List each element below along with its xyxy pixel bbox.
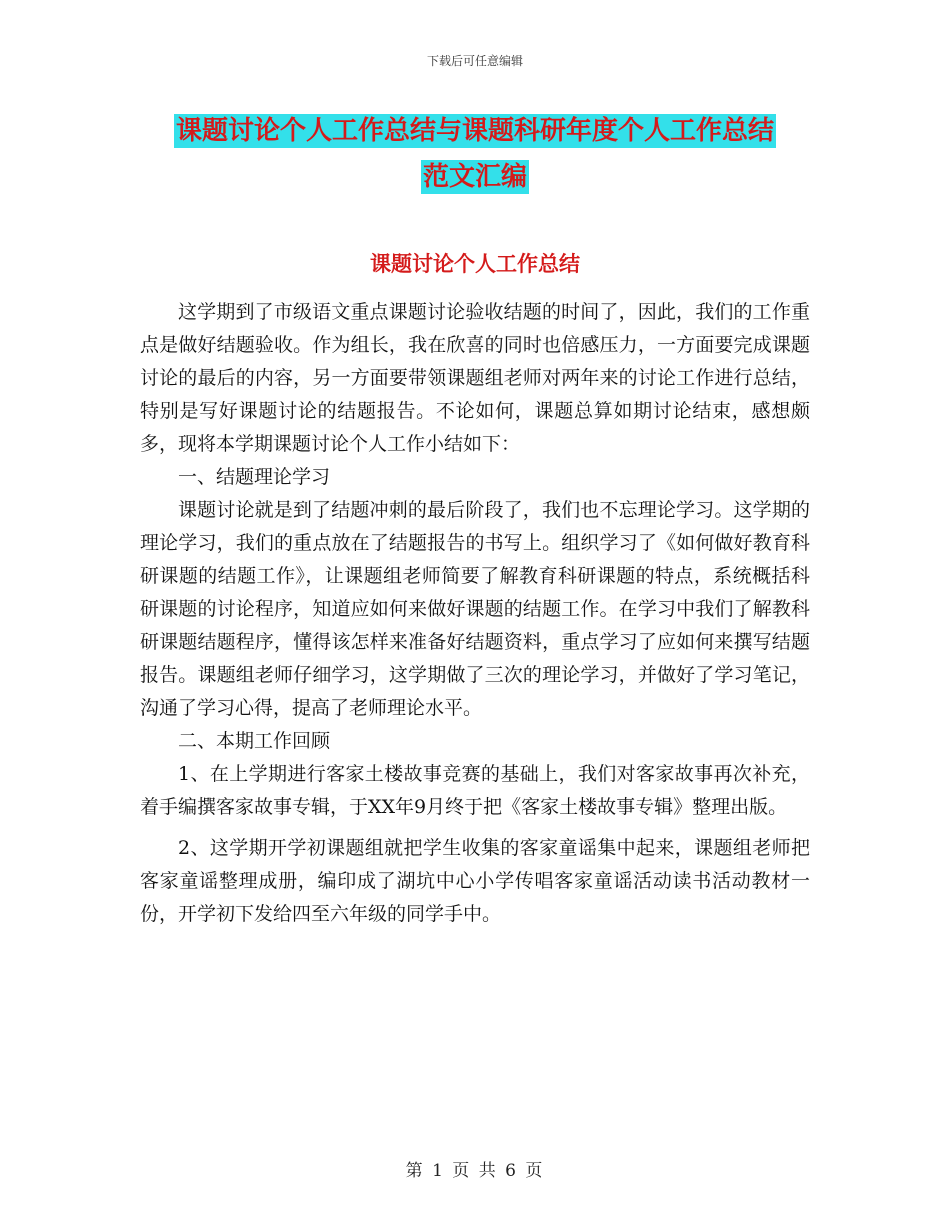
header-note: 下载后可任意编辑 — [426, 54, 523, 68]
section-title: 课题讨论个人工作总结 — [370, 252, 580, 276]
document-body — [140, 296, 810, 931]
title-line-1: 课题讨论个人工作总结与课题科研年度个人工作总结 — [175, 116, 774, 146]
paragraph: 1、在上学期进行客家土楼故事竞赛的基础上，我们对客家故事再次补充，着手编撰客家故事专辑，于XX年9月终于把《客家土楼故事专辑》整理出版。 — [140, 763, 810, 818]
paragraph: 课题讨论就是到了结题冲刺的最后阶段了，我们也不忘理论学习。这学期的理论学习，我们的重点放在了结题报告的书写上。组织学习了《如何做好教育科研课题的结题工作》，让课题组老师简要了解教育科研课题的特点，系统概括科研课题的讨论程序，知道应如何来做好课题的结题工作。在学习中我们了解教科研课题结题程序，懂得该怎样来准备好结题资料，重点学习了应如何来撰写结题报告。课题组老师仔细学习，这学期做了三次的理论学习，并做好了学习笔记，沟通了学习心得，提高了老师理论水平。 — [140, 499, 810, 719]
paragraph: 2、这学期开学初课题组就把学生收集的客家童谣集中起来，课题组老师把客家童谣整理成册，编印成了湖坑中心小学传唱客家童谣活动读书活动教材一份，开学初下发给四至六年级的同学手中。 — [140, 837, 810, 925]
document-title — [0, 108, 950, 200]
paragraph: 这学期到了市级语文重点课题讨论验收结题的时间了，因此，我们的工作重点是做好结题验收。作为组长，我在欣喜的同时也倍感压力，一方面要完成课题讨论的最后的内容，另一方面要带领课题组老师对两年来的讨论工作进行总结，特别是写好课题讨论的结题报告。不论如何，课题总算如期讨论结束，感想颇多，现将本学期课题讨论个人工作小结如下： — [140, 301, 810, 455]
paragraph-heading: 一、结题理论学习 — [178, 466, 331, 488]
page-footer: 第 1 页 共 6 页 — [405, 1161, 545, 1181]
paragraph-heading: 二、本期工作回顾 — [178, 730, 331, 752]
title-line-2: 范文汇编 — [422, 162, 527, 192]
